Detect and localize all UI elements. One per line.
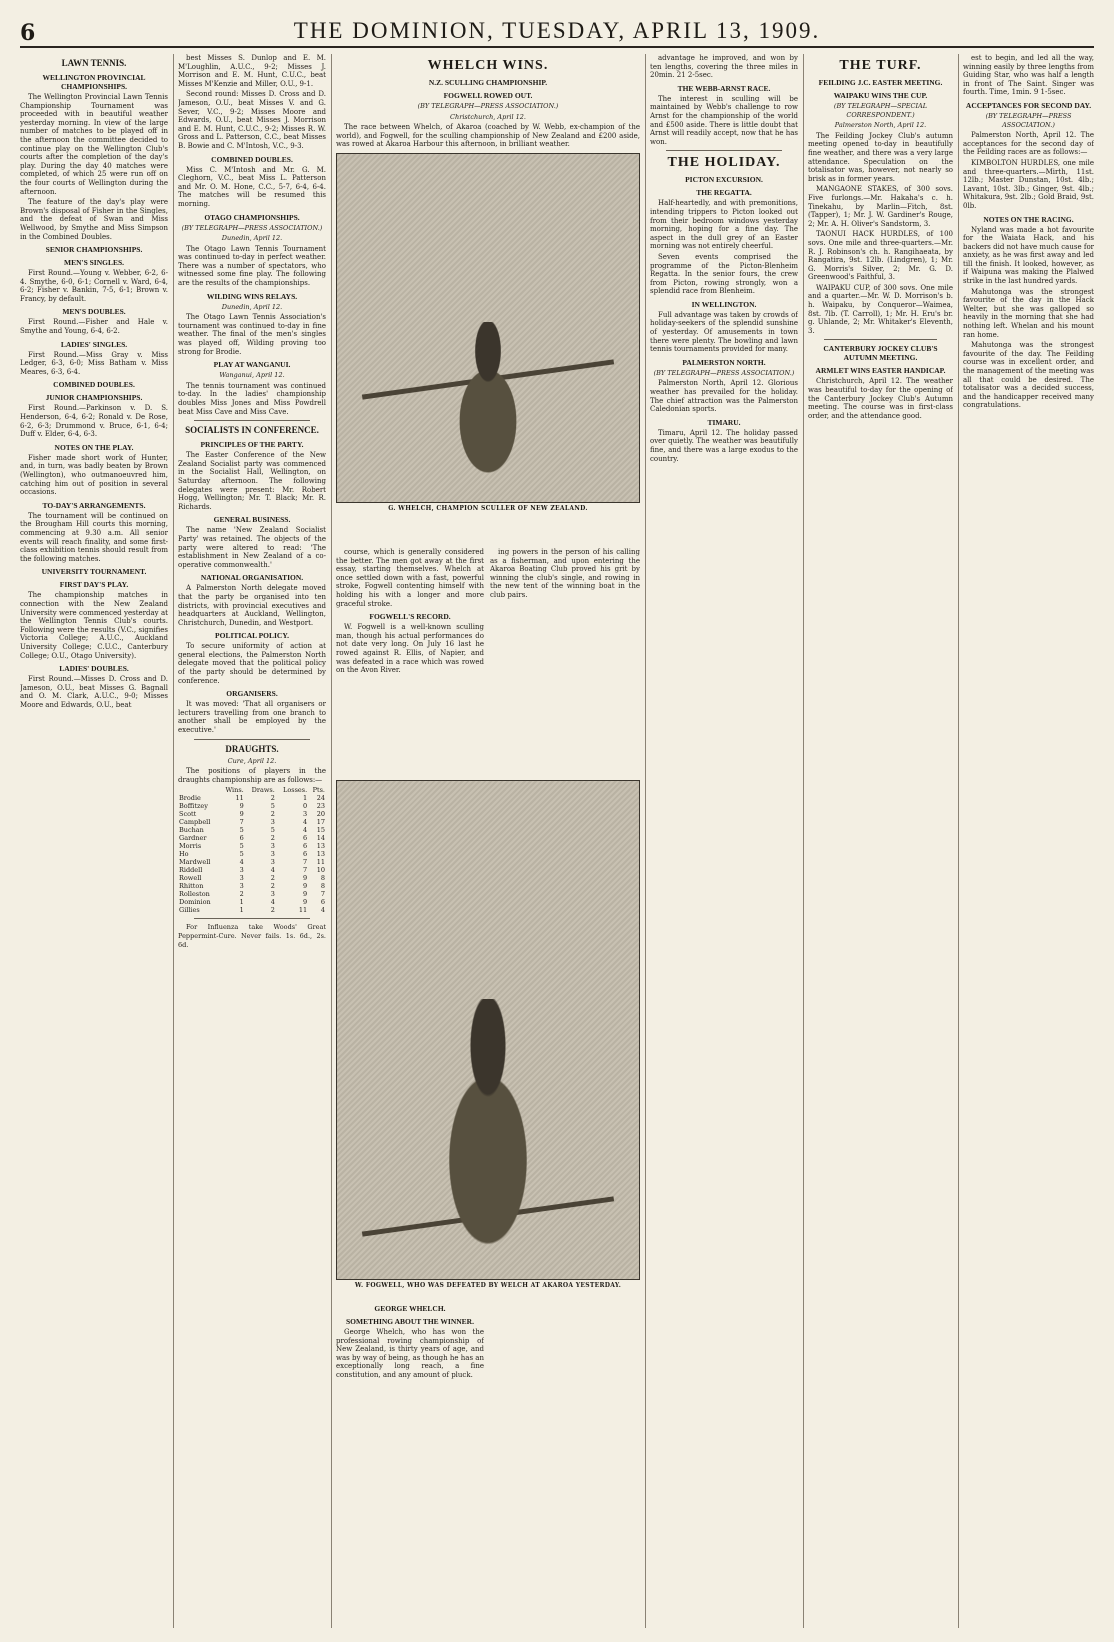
table-cell: 3 [303, 810, 308, 819]
table-header: Losses. [283, 786, 308, 795]
sub-heading: NOTES ON THE PLAY. [54, 442, 134, 452]
paragraph: Palmerston North, April 12. Glorious weather has prevailed for the holiday. The chief attraction was the Palmerston Caledonian sports. [650, 379, 798, 414]
table-cell: 4 [320, 906, 325, 915]
section-heading: WHELCH WINS. [427, 58, 549, 73]
table-cell: 9 [303, 882, 308, 891]
paragraph: Half-heartedly, and with premonitions, intending trippers to Picton looked out from their bedroom windows yesterday morning, hoping for a fine day. The aspect in the dull grey of an Easter morning was not entirely cheerful. [650, 199, 798, 251]
paragraph: First Round.—Fisher and Hale v. Smythe and Young, 6-4, 6-2. [20, 318, 168, 336]
photo-whelch [336, 153, 640, 503]
column-rule [958, 54, 959, 1628]
paragraph: To secure uniformity of action at general elections, the Palmerston North delegate moved that the political policy of the party should be determined by conference. [178, 642, 326, 685]
column-george-whelch [336, 1300, 484, 1628]
paragraph: advantage he improved, and won by ten lengths, covering the three miles in 20min. 21 2-5sec. [650, 54, 798, 80]
table-cell: 2 [270, 874, 275, 883]
page-number: 6 [20, 20, 36, 46]
paragraph: est to begin, and led all the way, winning easily by three lengths from Guiding Star, who was half a length in front of The Saint. Singer was fourth. Time, 1min. 9 1-5sec. [963, 54, 1094, 97]
table-cell: 20 [316, 810, 325, 819]
paragraph: W. Fogwell is a well-known sculling man, though his actual performances do not date very long. On July 16 last he rowed against R. Ellis, of Napier, and was defeated in a race which was rowed on the Avon River. [336, 623, 484, 675]
sub-heading: THE WEBB-ARNST RACE. [677, 83, 771, 93]
table-cell: 7 [303, 858, 308, 867]
table-row [178, 794, 326, 802]
table-cell: 3 [239, 866, 244, 875]
sub-heading: LADIES' DOUBLES. [59, 664, 129, 674]
table-cell: 6 [239, 834, 244, 843]
table-cell: 5 [239, 850, 244, 859]
sub-heading: PICTON EXCURSION. [685, 175, 763, 185]
sub-heading: TO-DAY'S ARRANGEMENTS. [42, 500, 146, 510]
paragraph: The Feilding Jockey Club's autumn meeting opened to-day in beautifully fine weather, and there was a very large attendance. Speculation on the totalisator was, however, not nearly so brisk as in former years. [808, 131, 953, 183]
byline: (BY TELEGRAPH—PRESS ASSOCIATION.) [653, 368, 795, 377]
sub-heading: JUNIOR CHAMPIONSHIPS. [45, 393, 143, 403]
sub-heading: CANTERBURY JOCKEY CLUB'S AUTUMN MEETING. [823, 344, 938, 363]
sub-heading: PLAY AT WANGANUI. [213, 360, 291, 370]
table-row [178, 882, 326, 890]
sub-heading: WELLINGTON PROVINCIAL CHAMPIONSHIPS. [42, 73, 146, 91]
table-cell: 4 [270, 898, 275, 907]
player-name: Boffitzey [179, 802, 208, 811]
table-cell: 1 [239, 906, 244, 915]
table-cell: 15 [316, 826, 325, 835]
table-cell: 7 [303, 866, 308, 875]
table-row [178, 850, 326, 858]
table-row [178, 866, 326, 874]
column-turf [808, 54, 953, 1628]
paragraph: The name 'New Zealand Socialist Party' was retained. The objects of the party were altered to read: 'The establishment in New Zealand of a co-operative commonwealth.' [178, 526, 326, 569]
paragraph: WAIPAKU CUP, of 300 sovs. One mile and a quarter.—Mr. W. D. Morrison's b. h. Waipaku, by Conqueror—Waimea, 8st. 7lb. (T. Carroll), 1; Mr. H. Eru's br. g. Uhlande, 2; Mr. Whitaker's Eleventh, 3. [808, 283, 953, 335]
sub-heading: LADIES' SINGLES. [60, 339, 128, 349]
table-cell: 13 [316, 850, 325, 859]
sub-heading: NATIONAL ORGANISATION. [200, 573, 304, 583]
player-name: Campbell [179, 818, 211, 827]
table-cell: 14 [316, 834, 325, 843]
player-name: Dominion [179, 898, 211, 907]
paragraph: Second round: Misses D. Cross and D. Jameson, O.U., beat Misses V. and G. Sever, V.C., 9-2; Misses Moore and Edwards, O.U., beat Misses J. Morrison and E. M. Hunt, C.U.C., 9-2; Misses R. W. Gross and L. Patterson, C.C., beat Misses B. Bowie and C. M'Intosh, V.C., 9-3. [178, 90, 326, 150]
sub-heading: UNIVERSITY TOURNAMENT. [41, 567, 147, 577]
paragraph: First Round.—Young v. Webber, 6-2, 6-4. Smythe, 6-0, 6-1; Cornell v. Ward, 6-4, 6-2; Fisher v. Bankin, 7-5, 6-1; Brown v. Francy, by default. [20, 269, 168, 303]
draughts-table [178, 786, 326, 914]
table-row [178, 818, 326, 826]
paragraph: The tournament will be continued on the Brougham Hill courts this morning, commencing at 9.30 a.m. All senior events will reach finality, and some first-class exhibition tennis should result from the following matches. [20, 511, 168, 563]
advertisement: For Influenza take Woods' Great Peppermint-Cure. Never fails. 1s. 6d., 2s. 6d. [178, 923, 326, 949]
table-row [178, 858, 326, 866]
divider [666, 150, 782, 151]
player-name: Rhitton [179, 882, 204, 891]
table-cell: 4 [239, 858, 244, 867]
column-rule [331, 54, 332, 1628]
player-name: Scott [179, 810, 197, 819]
section-heading: THE HOLIDAY. [667, 155, 781, 171]
table-cell: 3 [239, 882, 244, 891]
paragraph: Mahutonga was the strongest favourite of the day. The Feilding course was in excellent order, and the management of the meeting was all that could be desired. The totalisator was a decided success, and the handicapper received many congratulations. [963, 341, 1094, 410]
paragraph: best Misses S. Dunlop and E. M. M'Loughlin, A.U.C., 9-2; Misses J. Morrison and E. M. Hunt, C.U.C., beat Misses M'Kenzie and Miller, O.U., 9-1. [178, 54, 326, 88]
player-name: Brodie [179, 794, 201, 803]
column-rule [173, 54, 174, 1628]
table-cell: 7 [320, 890, 325, 899]
sub-heading: THE REGATTA. [696, 188, 752, 198]
column-lawn-tennis [20, 54, 168, 1628]
table-cell: 11 [298, 906, 308, 915]
table-cell: 6 [303, 834, 308, 843]
table-cell: 2 [270, 794, 275, 803]
table-header [178, 786, 220, 794]
sub-heading: GENERAL BUSINESS. [213, 515, 291, 525]
paragraph: Christchurch, April 12. The weather was beautiful to-day for the opening of the Canterbury Jockey Club's Autumn meeting. The course was in first-class order, and the attendance good. [808, 377, 953, 420]
paragraph: Seven events comprised the programme of the Picton-Blenheim Regatta. In the senior fours, the crew from Picton, rowing strongly, won a splendid race from Blenheim. [650, 252, 798, 296]
paragraph: MANGAONE STAKES, of 300 sovs. Five furlongs.—Mr. Hakaha's c. h. Tinekahu, by Marlin—Fitch, 8st. (Tapper), 1; Mr. J. W. Gardiner's Rouge, 2; Mr. A. H. Oliver's Sandstorm, 3. [808, 185, 953, 228]
paragraph: The feature of the day's play were Brown's disposal of Fisher in the Singles, and the defeat of Swan and Miss Wellwood, by Smythe and Miss Simpson in the Combined Doubles. [20, 198, 168, 241]
table-row [178, 802, 326, 810]
table-cell: 11 [316, 858, 325, 867]
paragraph: Nyland was made a hot favourite for the Waiata Hack, and his backers did not have much cause for anxiety, as he was first away and led till the finish. It looked, however, as if Waipuna was making the Plalwed strike in the last hundred yards. [963, 225, 1094, 286]
table-row [178, 890, 326, 898]
table-header: Wins. [225, 786, 244, 795]
table-cell: 6 [303, 842, 308, 851]
photo-block-fogwell [336, 780, 640, 1294]
table-cell: 24 [316, 794, 325, 803]
table-cell: 2 [270, 810, 275, 819]
sub-heading: SENIOR CHAMPIONSHIPS. [45, 245, 143, 255]
sub-heading: WILDING WINS RELAYS. [206, 291, 298, 301]
paragraph: The race between Whelch, of Akaroa (coached by W. Webb, ex-champion of the world), and Fogwell, for the sculling championship of New Zealand and £200 aside, was rowed at Akaroa Harbour this afternoon, in brilliant weather. [336, 123, 640, 149]
paragraph: A Palmerston North delegate moved that the party be organised into ten districts, with provincial executives and headquarters at Auckland, Wellington, Christchurch, Dunedin, and Westport. [178, 584, 326, 627]
table-row [178, 834, 326, 842]
dateline: Christchurch, April 12. [450, 112, 526, 121]
section-heading: LAWN TENNIS. [61, 58, 127, 68]
dateline: Palmerston North, April 12. [834, 121, 927, 130]
paragraph: It was moved: 'That all organisers or lecturers travelling from one branch to another shall be employed by the executive.' [178, 700, 326, 735]
column-otago-socialists [178, 54, 326, 1628]
paragraph: Mahutonga was the strongest favourite of the day in the Hack Welter, but she was galloped so heavily in the morning that she had nothing left. Whelan and his mount ran home. [963, 287, 1094, 339]
sub-heading: SOMETHING ABOUT THE WINNER. [346, 1317, 474, 1326]
table-cell: 3 [270, 850, 275, 859]
dateline: Cure, April 12. [227, 756, 277, 765]
masthead [20, 18, 1094, 48]
paragraph: TAONUI HACK HURDLES, of 100 sovs. One mile and three-quarters.—Mr. R. J. Robinson's ch. h. Rangihaeata, by Rangatira, 9st. 12lb. (Lindgren), 1; Mr. G. Morris's Silver, 2; Mr. G. D. Greenwood's Faithful, 3. [808, 230, 953, 282]
table-row [178, 898, 326, 906]
byline: (BY TELEGRAPH—SPECIAL CORRESPONDENT.) [833, 102, 928, 119]
divider [194, 918, 310, 919]
paragraph: The interest in sculling will be maintained by Webb's challenge to row Arnst for the championship of the world and £500 aside. There is little doubt that Arnst will readily accept, now that he has won. [650, 94, 798, 146]
table-cell: 17 [316, 818, 325, 827]
divider [194, 739, 310, 740]
table-row [178, 810, 326, 818]
table-cell: 5 [239, 842, 244, 851]
sub-heading: MEN'S SINGLES. [63, 258, 125, 268]
rower-figure [433, 322, 543, 482]
table-cell: 9 [239, 802, 244, 811]
paragraph: Miss C. M'Intosh and Mr. G. M. Cleghorn, V.C., beat Miss L. Patterson and Mr. O. M. Hone, C.C., 5-7, 6-4, 6-4. The matches will be resumed this morning. [178, 165, 326, 208]
sub-heading: TIMARU. [707, 417, 741, 427]
sub-heading: WAIPAKU WINS THE CUP. [833, 91, 928, 100]
sub-heading: MEN'S DOUBLES. [62, 307, 126, 317]
table-cell: 3 [270, 842, 275, 851]
paragraph: First Round.—Parkinson v. D. S. Henderson, 6-4, 6-2; Ronald v. De Rose, 6-2, 6-3; Drummond v. Bruce, 6-1, 6-4; Duff v. Elder, 6-4, 6-3. [20, 404, 168, 439]
table-cell: 6 [320, 898, 325, 907]
player-name: Gardner [179, 834, 207, 843]
dateline: Dunedin, April 12. [221, 302, 283, 311]
table-cell: 9 [303, 898, 308, 907]
sub-heading: PALMERSTON NORTH. [682, 357, 766, 367]
sub-heading: ARMLET WINS EASTER HANDICAP. [815, 366, 946, 376]
table-cell: 3 [270, 890, 275, 899]
photo-caption: W. FOGWELL, WHO WAS DEFEATED BY WELCH AT AKAROA YESTERDAY. [354, 1282, 622, 1289]
sub-heading: NOTES ON THE RACING. [983, 214, 1074, 224]
sub-heading: N.Z. SCULLING CHAMPIONSHIP. [428, 78, 548, 87]
player-name: Ho [179, 850, 189, 859]
table-cell: 3 [239, 874, 244, 883]
table-cell: 5 [239, 826, 244, 835]
paragraph: Full advantage was taken by crowds of holiday-seekers of the splendid sunshine of yesterday. Of amusements in town there were plenty. The bowling and lawn tennis tournaments provided for many. [650, 310, 798, 354]
player-name: Gillies [179, 906, 200, 915]
table-cell: 9 [239, 810, 244, 819]
table-cell: 1 [239, 898, 244, 907]
byline: (BY TELEGRAPH—PRESS ASSOCIATION.) [985, 111, 1072, 129]
table-header: Draws. [251, 786, 275, 795]
column-rule [803, 54, 804, 1628]
table-cell: 2 [270, 906, 275, 915]
player-name: Rowell [179, 874, 202, 883]
column-turf-continued [963, 54, 1094, 1628]
table-cell: 3 [270, 858, 275, 867]
divider [194, 420, 310, 421]
paragraph: The Wellington Provincial Lawn Tennis Championship Tournament was proceeded with in beautiful weather yesterday morning. In view of the large number of matches to be played off in the afternoon the committee decided to continue play on the Wellington Club's courts after the completion of the day's play. During the day 40 matches were completed, of which 25 were run off on the four courts of Wellington during the afternoon. [20, 93, 168, 196]
sub-heading: POLITICAL POLICY. [215, 631, 289, 641]
byline: (BY TELEGRAPH—PRESS ASSOCIATION.) [181, 223, 323, 232]
table-cell: 3 [270, 818, 275, 827]
table-cell: 9 [303, 890, 308, 899]
paragraph: The positions of players in the draughts championship are as follows:— [178, 767, 326, 784]
dateline: Wanganui, April 12. [219, 371, 285, 380]
table-cell: 0 [303, 802, 308, 811]
sub-heading: ACCEPTANCES FOR SECOND DAY. [965, 100, 1092, 110]
paragraph: First Round.—Miss Gray v. Miss Ledger, 6-3, 6-0; Miss Batham v. Miss Meares, 6-3, 6-4. [20, 350, 168, 376]
paragraph: The tennis tournament was continued to-day. In the ladies' championship doubles Miss Jones and Miss Powdrell beat Miss Cave and Miss Cave. [178, 381, 326, 416]
table-row [178, 906, 326, 914]
table-cell: 23 [316, 802, 325, 811]
table-cell: 7 [239, 818, 244, 827]
paragraph: The championship matches in connection with the New Zealand University were commenced yesterday at the Wellington Tennis Club's courts. Following were the results (V.C., signifies Victoria College; A.U.C., Auckland University College; C.U.C., Canterbury College; O.U., Otago University). [20, 591, 168, 660]
table-cell: 8 [320, 882, 325, 891]
paragraph: KIMBOLTON HURDLES, one mile and three-quarters.—Mirth, 11st. 12lb.; Master Dunstan, 10st. 4lb.; Lavant, 10st. 3lb.; Ginger, 9st. 4lb.; Whitakura, 9st. 2lb.; Gold Braid, 9st. 0lb. [963, 158, 1094, 210]
table-cell: 2 [239, 890, 244, 899]
paragraph: The Otago Lawn Tennis Association's tournament was continued to-day in fine weather. The final of the men's singles was played off, Wilding proving too strong for Brodie. [178, 313, 326, 356]
table-cell: 6 [303, 850, 308, 859]
paragraph: Fisher made short work of Hunter, and, in turn, was badly beaten by Brown (Wellington), who outmanoeuvred him, catching him out of position in several occasions. [20, 453, 168, 497]
paragraph: The Otago Lawn Tennis Tournament was continued to-day in perfect weather. There was a number of spectators, who witnessed some fine play. The following are the results of the championships. [178, 244, 326, 288]
sub-heading: FOGWELL'S RECORD. [369, 612, 451, 622]
sub-heading: FOGWELL ROWED OUT. [443, 91, 533, 100]
player-name: Mardwell [179, 858, 211, 867]
table-cell: 4 [303, 818, 308, 827]
table-header: Pts. [312, 786, 325, 795]
sub-heading: OTAGO CHAMPIONSHIPS. [204, 212, 300, 222]
sub-heading: GEORGE WHELCH. [374, 1304, 446, 1313]
player-name: Rolleston [179, 890, 210, 899]
paragraph: The Easter Conference of the New Zealand Socialist party was commenced in the Socialist Hall, Wellington, on Saturday afternoon. The following delegates were present: Mr. Robert Hogg, Wellington; Mr. T. Black; Mr. R. Richards. [178, 451, 326, 511]
table-cell: 2 [270, 882, 275, 891]
table-cell: 4 [270, 866, 275, 875]
table-cell: 8 [320, 874, 325, 883]
sub-heading: IN WELLINGTON. [691, 299, 757, 309]
paragraph: Palmerston North, April 12. The acceptances for the second day of the Feilding races are as follows:— [963, 131, 1094, 157]
section-heading: THE TURF. [839, 58, 922, 73]
paragraph: course, which is generally considered the better. The men got away at the first essay, starting themselves. Whelch at once settled down with a fast, powerful stroke, Fogwell contenting himself with holding his with a longer and more graceful stroke. [336, 548, 484, 608]
table-cell: 13 [316, 842, 325, 851]
newspaper-title: THE DOMINION, TUESDAY, APRIL 13, 1909. [293, 18, 821, 43]
column-rule [645, 54, 646, 1628]
table-cell: 4 [303, 826, 308, 835]
section-heading: SOCIALISTS IN CONFERENCE. [185, 425, 319, 436]
table-row [178, 874, 326, 882]
player-name: Buchan [179, 826, 204, 835]
paragraph: George Whelch, who has won the professional rowing championship of New Zealand, is thirty years of age, and was by way of being, as though he has an exceptionally long reach, a fine constitution, and any amount of pluck. [336, 1328, 484, 1379]
table-cell: 2 [270, 834, 275, 843]
table-cell: 9 [303, 874, 308, 883]
section-heading: DRAUGHTS. [225, 743, 279, 754]
column-holiday [650, 54, 798, 1628]
byline: (BY TELEGRAPH—PRESS ASSOCIATION.) [417, 102, 559, 110]
photo-caption: G. WHELCH, CHAMPION SCULLER OF NEW ZEALAND. [388, 504, 588, 512]
table-body [178, 794, 326, 914]
paragraph: First Round.—Misses D. Cross and D. Jameson, O.U., beat Misses G. Bagnall and O. M. Clark, A.U.C., 9-0; Misses Moore and Edwards, O.U., beat [20, 675, 168, 709]
player-name: Morris [179, 842, 202, 851]
paragraph: ing powers in the person of his calling as a fisherman, and upon entering the Akaroa Boating Club proved his grit by winning the club's single, and rowing in the new tent of the winning boat in the club pairs. [490, 548, 640, 599]
sub-heading: COMBINED DOUBLES. [211, 154, 293, 164]
table-row [178, 842, 326, 850]
player-name: Riddell [179, 866, 203, 875]
table-cell: 5 [270, 826, 275, 835]
rower-figure [413, 999, 563, 1259]
photo-fogwell [336, 780, 640, 1280]
sub-heading: PRINCIPLES OF THE PARTY. [200, 440, 304, 450]
sub-heading: FIRST DAY'S PLAY. [59, 580, 129, 590]
table-cell: 5 [270, 802, 275, 811]
sub-heading: FEILDING J.C. EASTER MEETING. [818, 78, 943, 87]
table-header-row [178, 786, 326, 794]
paragraph: Timaru, April 12. The holiday passed over quietly. The weather was beautifully fine, and there was a large exodus to the country. [650, 428, 798, 463]
table-cell: 10 [316, 866, 325, 875]
table-row [178, 826, 326, 834]
divider [824, 339, 937, 340]
table-cell: 11 [235, 794, 244, 803]
sub-heading: ORGANISERS. [226, 689, 278, 699]
dateline: Dunedin, April 12. [221, 234, 283, 243]
sub-heading: COMBINED DOUBLES. [53, 380, 135, 390]
table-cell: 1 [303, 794, 308, 803]
